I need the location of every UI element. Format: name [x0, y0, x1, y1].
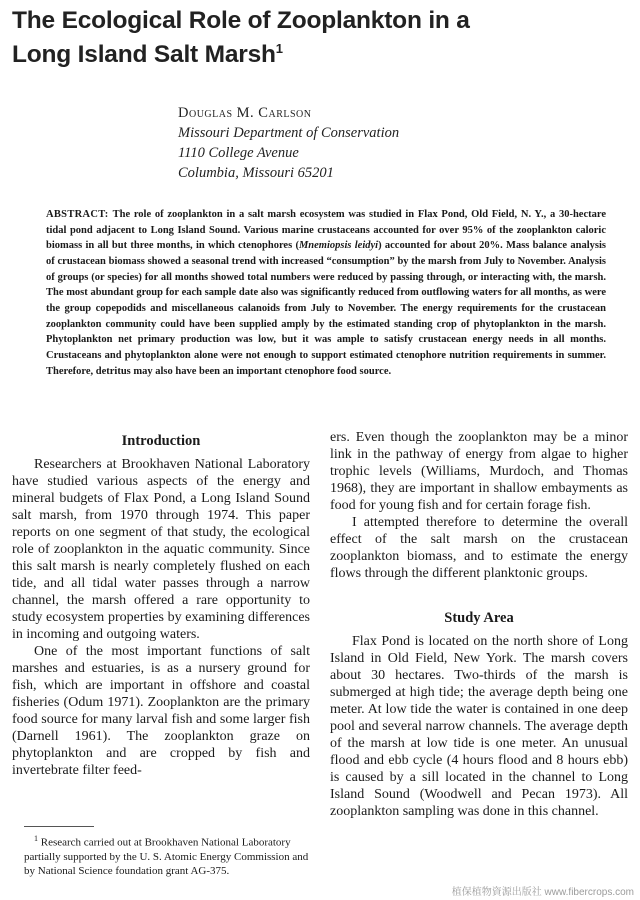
- author-block: [178, 103, 478, 183]
- title-line-2: Long Island Salt Marsh: [12, 41, 276, 68]
- intro-continuation-paragraph: ers. Even though the zooplankton may be a minor link in the pathway of energy from algae to higher trophic levels (Williams, Murdoch, and Thomas 1968), they are important in shallow embayments as food for young fish and for certain forage fish.: [330, 430, 628, 513]
- author-street: 1110 College Avenue: [178, 145, 299, 161]
- footnote: [24, 832, 314, 878]
- footnote-divider: [24, 826, 94, 827]
- abstract-species-name: Mnemiopsis leidyi: [298, 240, 379, 252]
- footnote-text: Research carried out at Brookhaven National Laboratory partially supported by the U. S. Atomic Energy Commission and by National Science foundation grant AG-375.: [24, 836, 309, 877]
- intro-paragraph-1: Researchers at Brookhaven National Laboratory have studied various aspects of the energy and mineral budgets of Flax Pond, a Long Island Sound salt marsh, from 1970 through 1974. This paper reports on one segment of that study, the ecological role of zooplankton in the aquatic community. Since this salt marsh is nearly completely flushed on each tide, and all tidal water passes through a narrow channel, the marsh offered a rare opportunity to study ecosystem properties by examining differences in incoming and outgoing waters.: [12, 457, 310, 642]
- section-heading-study-area: Study Area: [444, 610, 514, 626]
- page-title: [12, 4, 632, 72]
- title-footnote-mark: 1: [275, 40, 283, 56]
- intro-paragraph-3: I attempted therefore to determine the overall effect of the salt marsh on the crustacean zooplankton biomass, and to estimate the energy flows through the different planktonic groups.: [330, 515, 628, 581]
- abstract: [46, 207, 606, 379]
- intro-paragraph-2: One of the most important functions of salt marshes and estuaries, is as a nursery ground for fish, which are important in offshore and coastal fisheries (Odum 1971). Zooplankton are the primary food source for many larval fish and some larger fish (Darnell 1961). The zooplankton graze on phytoplankton and are cropped by fish and invertebrate filter feed-: [12, 644, 310, 778]
- left-column: [12, 429, 310, 779]
- footnote-mark: 1: [34, 834, 38, 843]
- study-area-paragraph: Flax Pond is located on the north shore of Long Island in Old Field, New York. The marsh covers about 30 hectares. Two-thirds of the marsh is submerged at high tide; the average depth being one meter. At low tide the water is contained in one deep pool and several narrow channels. The average depth of the marsh at low tide is one meter. An unusual flood and ebb cycle (4 hours flood and 8 hours ebb) is caused by a sill located in the channel to Long Island Sound (Woodwell and Pecan 1973). All zooplankton sampling was done in this channel.: [330, 634, 628, 819]
- abstract-text-part-1: The role of zooplankton in a salt marsh ecosystem was studied in Flax Pond, Old Field, N. Y., a 30-hectare tidal pond adjacent to Long Island Sound. Various marine crustaceans accounted for over 95% of the zooplankton caloric biomass in all but three months, in which ctenophores (: [46, 209, 606, 252]
- author-city: Columbia, Missouri 65201: [178, 165, 334, 181]
- title-line-1: The Ecological Role of Zooplankton in a: [12, 7, 470, 34]
- right-column: [330, 429, 628, 820]
- section-heading-introduction: Introduction: [121, 433, 201, 449]
- author-name: Douglas M. Carlson: [178, 105, 312, 121]
- abstract-label: ABSTRACT:: [46, 209, 109, 220]
- watermark: 植保植物資源出版社 www.fibercrops.com: [451, 887, 634, 898]
- author-affiliation: Missouri Department of Conservation: [178, 125, 400, 141]
- abstract-text-part-2: ) accounted for about 20%. Mass balance analysis of crustacean biomass showed a seasonal trend with increased “consumption” by the marsh from July to November. Analysis of groups (or species) for all months showed total numbers were reduced by passing through, or interacting with, the marsh. The most abundant group for each sample date also was significantly reduced from outflowing waters for all months, as were the group copepodids and miscellaneous calanoids from July to November. The energy requirements for the crustacean zooplankton community could have been supplied amply by the estimated standing crop of phytoplankton in the marsh. Phytoplankton net primary production was low, but it was ample to satisfy crustacean energy needs in all months. Crustaceans and phytoplankton alone were not enough to support estimated ctenophore nutrition requirements in summer. Therefore, detritus may also have been an important ctenophore food source.: [46, 240, 606, 377]
